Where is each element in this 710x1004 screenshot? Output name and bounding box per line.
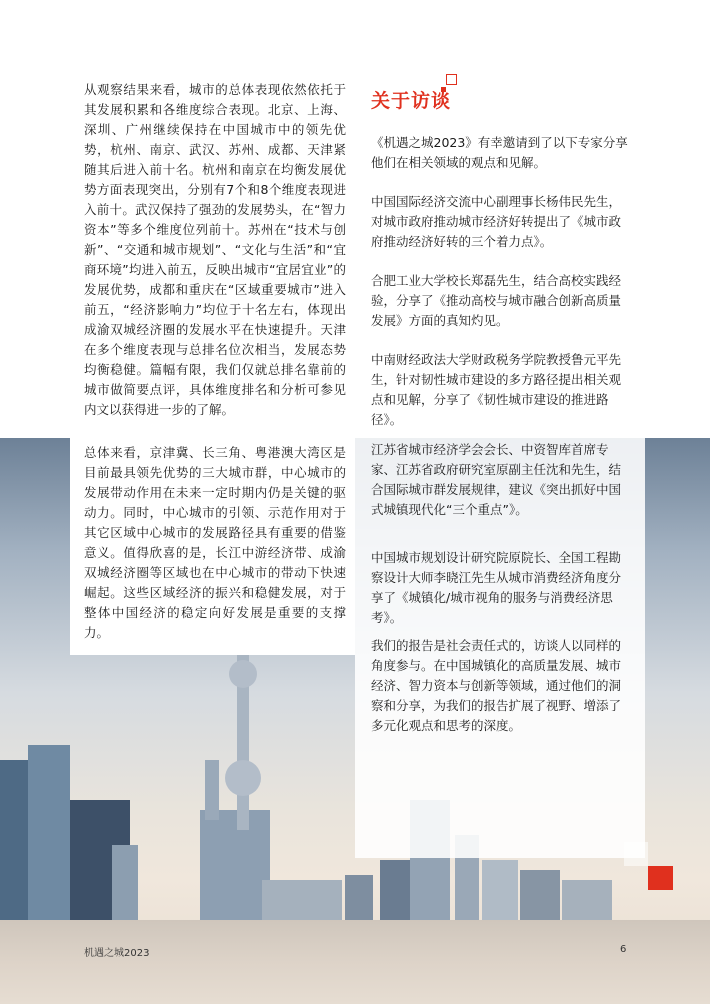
left-paragraph-2: 总体来看，京津冀、长三角、粤港澳大湾区是目前最具领先优势的三大城市群，中心城市的发展带动作用在未来一定时期内仍是关键的驱动力。同时，中心城市的引领、示范作用对于其它区域中心城市的发展路径具有重要的借鉴意义。值得欣喜的是，长江中游经济带、成渝双城经济圈等区域也在中心城市的带动下快速崛起。这些区域经济的振兴和稳健发展，对于整体中国经济的稳定向好发展是重要的支撑力。 <box>84 445 346 640</box>
interview-paragraph-3: 中南财经政法大学财政税务学院教授鲁元平先生，针对韧性城市建设的多方路径提出相关观点和见解，分享了《韧性城市建设的推进路径》。 <box>371 352 622 427</box>
interview-paragraph-4: 江苏省城市经济学会会长、中资智库首席专家、江苏省政府研究室原副主任沈和先生，结合国际城市群发展规律，建议《突出抓好中国式城镇现代化“三个重点”》。 <box>371 442 622 517</box>
decorative-grey-square <box>624 842 648 866</box>
footer-page-number: 6 <box>620 944 627 955</box>
decorative-red-square <box>648 866 673 890</box>
title-decoration-square <box>446 74 457 85</box>
interview-closing-paragraph: 我们的报告是社会责任式的，访谈人以同样的角度参与。在中国城镇化的高质量发展、城市经济、智力资本与创新等领域，通过他们的洞察和分享，为我们的报告扩展了视野、增添了多元化观点和思考的深度。 <box>371 638 622 733</box>
interview-intro-paragraph: 《机遇之城2023》有幸邀请到了以下专家分享他们在相关领域的观点和见解。 <box>371 135 628 170</box>
river-water <box>0 920 710 1004</box>
interview-paragraph-1: 中国国际经济交流中心副理事长杨伟民先生，对城市政府推动城市经济好转提出了《城市政府推动经济好转的三个着力点》。 <box>371 194 622 249</box>
section-title: 关于访谈 <box>371 90 452 112</box>
footer-publication-name: 机遇之城2023 <box>84 948 150 959</box>
interview-paragraph-5: 中国城市规划设计研究院原院长、全国工程勘察设计大师李晓江先生从城市消费经济角度分享了《城镇化/城市视角的服务与消费经济思考》。 <box>371 550 622 625</box>
left-paragraph-1: 从观察结果来看，城市的总体表现依然依托于其发展积累和各维度综合表现。北京、上海、深圳、广州继续保持在中国城市中的领先优势，杭州、南京、武汉、苏州、成都、天津紧随其后进入前十名。杭州和南京在均衡发展优势方面表现突出，分别有7个和8个维度表现进入前十。武汉保持了强劲的发展势头，在“智力资本”等多个维度位列前十。苏州在“技术与创新”、“交通和城市规划”、“文化与生活”和“宜商环境”均进入前五，反映出城市“宜居宜业”的发展优势，成都和重庆在“区域重要城市”进入前五，“经济影响力”均位于十名左右，体现出成渝双城经济圈的发展水平在快速提升。天津在多个维度表现与总排名位次相当，发展态势均衡稳健。篇幅有限，我们仅就总排名靠前的城市做简要点评，具体维度排名和分析可参见内文以获得进一步的了解。 <box>84 82 346 417</box>
interview-paragraph-2: 合肥工业大学校长郑磊先生，结合高校实践经验，分享了《推动高校与城市融合创新高质量发展》方面的真知灼见。 <box>371 273 622 328</box>
